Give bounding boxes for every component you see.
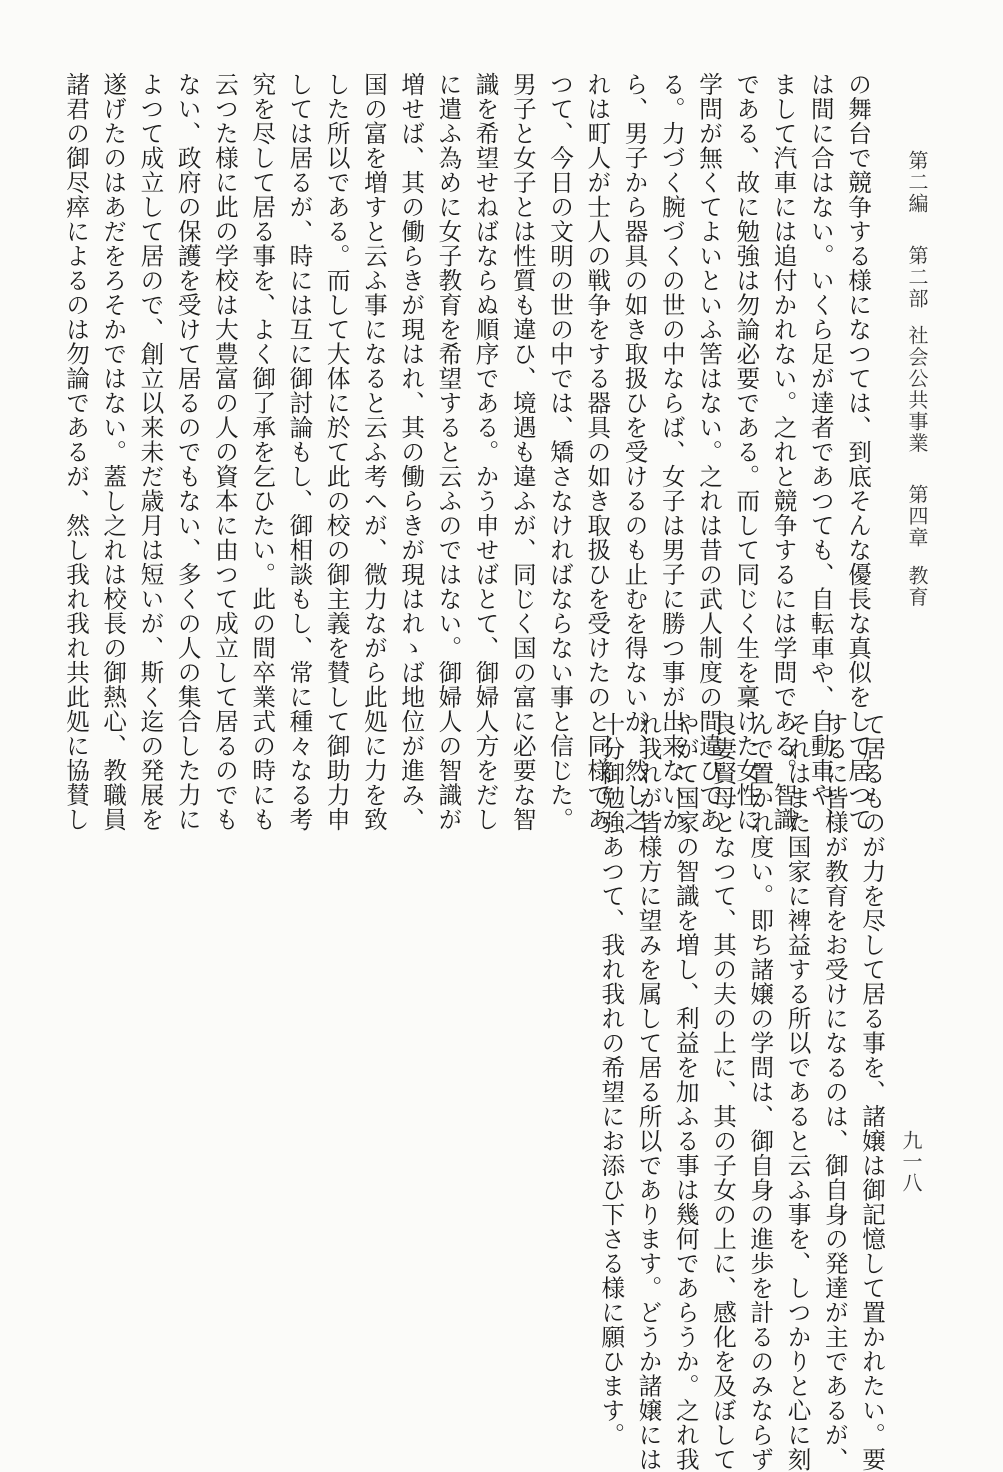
text-column: は間に合はない。いくら足が達者であつても、自転車や、自動車や、: [806, 72, 835, 832]
text-column: て居るものが力を尽して居る事を、諸嬢は御記憶して置かれたい。要: [858, 712, 886, 1472]
header-part-title: 社会公共事業: [905, 325, 929, 454]
text-column: である、故に勉強は勿論必要である。而して同じく生を稟けた女性に: [732, 72, 761, 832]
text-column: 究を尽して居る事を、よく御了承を乞ひたい。此の間卒業式の時にも: [248, 72, 277, 832]
text-column: それはまた国家に裨益する所以であると云ふ事を、しつかりと心に刻: [783, 712, 812, 1472]
text-column: ない、政府の保護を受けて居るのでもない、多くの人の集合した力に: [173, 72, 202, 832]
header-chapter: 第四章: [905, 484, 929, 549]
text-column: 学問が無くてよいといふ筈はない。之れは昔の武人制度の間違ひであ: [695, 72, 724, 832]
text-column: 云つた様に此の学校は大豊富の人の資本に由つて成立して居るのでも: [210, 72, 239, 832]
header-chapter-title: 教育: [905, 564, 929, 608]
text-column: つて、今日の文明の世の中では、矯さなければならない事と信じた。: [546, 72, 575, 832]
text-column: 諸君の御尽瘁によるのは勿論であるが、然し我れ我れ共此処に協賛し: [62, 72, 90, 832]
text-column: よつて成立して居ので、創立以来未だ歳月は短いが、斯く迄の発展を: [136, 72, 165, 832]
text-column: んで置かれ度い。即ち諸嬢の学問は、御自身の進歩を計るのみならず: [746, 712, 775, 1472]
text-column: 識を希望せねばならぬ順序である。かう申せばとて、御婦人方をだし: [471, 72, 500, 832]
text-column: やがて国家の智識を増し、利益を加ふる事は幾何であらうか。之れ我: [671, 712, 700, 1472]
text-column: ら、男子から器具の如き取扱ひを受けるのも止むを得ないが、然し之: [620, 72, 649, 832]
text-column: しては居るが、時には互に御討論もし、御相談もし、常に種々なる考: [285, 72, 314, 832]
text-column: まして汽車には追付かれない。之れと競争するには学問である。智識: [769, 72, 798, 832]
page-number: 九一八: [899, 1130, 923, 1193]
text-column: の舞台で競争する様になつては、到底そんな優長な真似をして居つて: [844, 72, 872, 832]
text-column: 増せば、其の働らきが現はれ、其の働らきが現はれゝば地位が進み、: [397, 72, 426, 832]
text-column: れ我れが皆様方に望みを属して居る所以であります。どうか諸嬢には: [634, 712, 663, 1472]
text-column: 男子と女子とは性質も違ひ、境遇も違ふが、同じく国の富に必要な智: [508, 72, 537, 832]
text-column: る。力づく腕づくの世の中ならば、女子は男子に勝つ事が出来ないか: [657, 72, 686, 832]
text-column: れは町人が士人の戦争をする器具の如き取扱ひを受けたのと同様であ: [583, 72, 612, 832]
text-column: 十分御勉強あつて、我れ我れの希望にお添ひ下さる様に願ひます。: [597, 712, 626, 1447]
text-column: に遣ふ為めに女子教育を希望すると云ふのではない。御婦人の智識が: [434, 72, 463, 832]
header-volume: 第二編: [905, 150, 929, 215]
text-column: した所以である。而して大体に於て此の校の御主義を賛して御助力申: [322, 72, 351, 832]
text-column: するに皆様が教育をお受けになるのは、御自身の発達が主であるが、: [820, 712, 849, 1472]
text-column: 良妻賢母となつて、其の夫の上に、其の子女の上に、感化を及ぼして: [709, 712, 738, 1472]
header-part: 第二部: [905, 244, 929, 309]
text-column: 遂げたのはあだをろそかではない。蓋し之れは校長の御熱心、教職員: [99, 72, 128, 832]
running-header: [906, 150, 928, 608]
text-column: 国の富を増すと云ふ事になると云ふ考へが、微力ながら此処に力を致: [359, 72, 388, 832]
